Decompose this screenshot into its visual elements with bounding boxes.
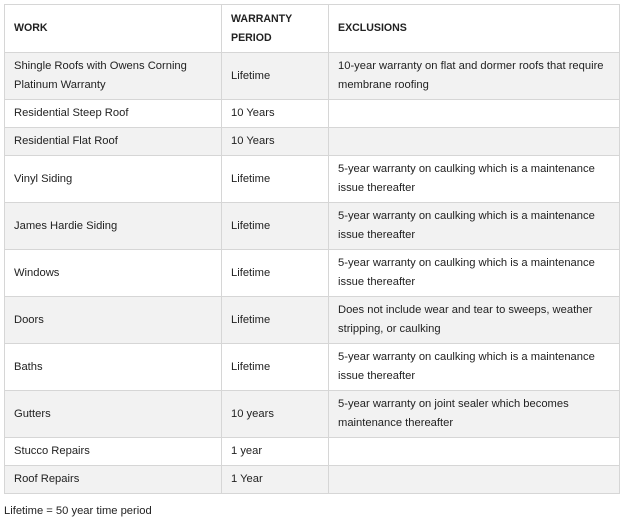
cell-exclusions [329,466,620,494]
table-row [5,391,620,438]
table-row [5,466,620,494]
table-header-row [5,5,620,53]
cell-work: Gutters [5,391,222,438]
cell-period: 1 year [222,438,329,466]
cell-exclusions: 5-year warranty on joint sealer which becomes maintenance thereafter [329,391,620,438]
cell-work: Vinyl Siding [5,156,222,203]
cell-work: Windows [5,250,222,297]
cell-work: Stucco Repairs [5,438,222,466]
table-row [5,203,620,250]
cell-exclusions [329,438,620,466]
cell-exclusions: 5-year warranty on caulking which is a maintenance issue thereafter [329,250,620,297]
table-row [5,250,620,297]
table-row [5,438,620,466]
cell-exclusions: Does not include wear and tear to sweeps, weather stripping, or caulking [329,297,620,344]
cell-period: Lifetime [222,250,329,297]
cell-exclusions: 10-year warranty on flat and dormer roofs that require membrane roofing [329,53,620,100]
cell-work: Baths [5,344,222,391]
cell-period: 1 Year [222,466,329,494]
cell-exclusions [329,128,620,156]
cell-period: 10 Years [222,100,329,128]
table-row [5,53,620,100]
cell-exclusions: 5-year warranty on caulking which is a maintenance issue thereafter [329,344,620,391]
cell-work: Roof Repairs [5,466,222,494]
cell-work: James Hardie Siding [5,203,222,250]
header-warranty-period: WARRANTY PERIOD [222,5,329,53]
cell-exclusions: 5-year warranty on caulking which is a maintenance issue thereafter [329,203,620,250]
header-work: WORK [5,5,222,53]
cell-period: Lifetime [222,297,329,344]
table-row [5,128,620,156]
cell-period: Lifetime [222,344,329,391]
warranty-table [4,4,620,494]
header-exclusions: EXCLUSIONS [329,5,620,53]
cell-work: Residential Flat Roof [5,128,222,156]
cell-exclusions: 5-year warranty on caulking which is a maintenance issue thereafter [329,156,620,203]
cell-exclusions [329,100,620,128]
cell-period: Lifetime [222,53,329,100]
table-row [5,297,620,344]
cell-work: Shingle Roofs with Owens Corning Platinum Warranty [5,53,222,100]
warranty-table-container [4,4,619,494]
table-row [5,156,620,203]
lifetime-footnote: Lifetime = 50 year time period [4,505,152,517]
cell-period: 10 Years [222,128,329,156]
cell-period: 10 years [222,391,329,438]
table-row [5,100,620,128]
cell-work: Doors [5,297,222,344]
cell-period: Lifetime [222,203,329,250]
cell-work: Residential Steep Roof [5,100,222,128]
table-row [5,344,620,391]
cell-period: Lifetime [222,156,329,203]
